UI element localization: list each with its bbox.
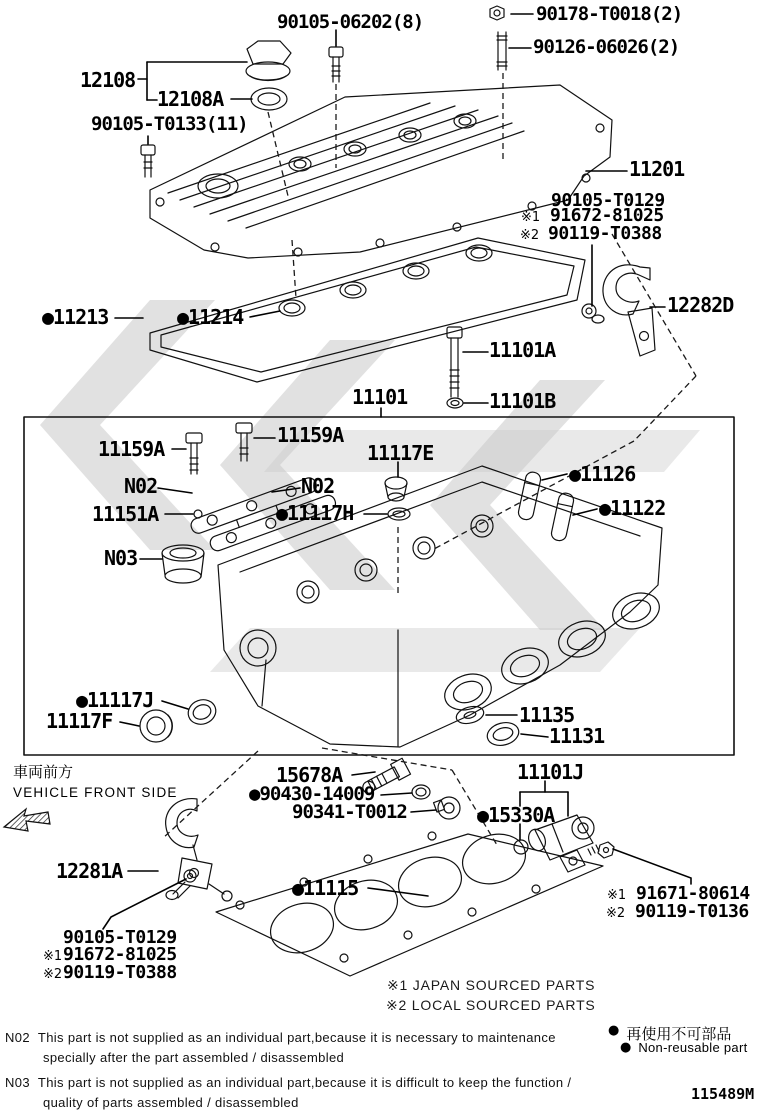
bullet-icon: ● <box>608 1023 620 1038</box>
note-n03-line1: N03 This part is not supplied as an individual part,because it is difficult to keep the function / <box>5 1075 572 1090</box>
callout-15678a: 15678A <box>276 763 343 787</box>
callout-n02-right: N02 <box>301 474 335 498</box>
callout-90178-t0018: 90178-T0018(2) <box>536 3 683 25</box>
stack-right-row3: 90119-T0388 <box>548 223 662 244</box>
callout-11214: ●11214 <box>177 305 244 329</box>
bolt-90105-t0133-drawing <box>141 145 155 177</box>
callout-11122: ●11122 <box>599 496 666 520</box>
callout-11135: 11135 <box>519 703 575 727</box>
stud-90126-drawing <box>497 32 507 70</box>
callout-11117f: 11117F <box>46 709 113 733</box>
stack-ocv-row1: 91671-80614 <box>636 883 750 904</box>
stack-right-prefix2: ※1 <box>521 210 541 225</box>
note-n02-line1: N02 This part is not supplied as an individual part,because it is necessary to maintenance <box>5 1030 556 1045</box>
stack-ocv-prefix2: ※2 <box>606 906 626 921</box>
stack-bottom-row3: 90119-T0388 <box>63 962 177 983</box>
callout-11117e: 11117E <box>367 441 434 465</box>
bolt-11159a-left-drawing <box>186 433 202 474</box>
callout-11101a: 11101A <box>489 338 556 362</box>
callout-11101j: 11101J <box>517 760 584 784</box>
callout-11159a-left: 11159A <box>98 437 165 461</box>
stack-bottom-row2: 91672-81025 <box>63 944 177 965</box>
oil-filler-cap-drawing <box>246 41 291 110</box>
note-n03-line2: quality of parts assembled / disassembled <box>43 1095 299 1110</box>
figure-code: 115489M <box>691 1085 755 1103</box>
vehicle-front-label-en: VEHICLE FRONT SIDE <box>13 785 178 800</box>
bracket-12281a-drawing <box>166 799 232 901</box>
callout-11101b: 11101B <box>489 389 556 413</box>
legend-local-sourced: ※2 LOCAL SOURCED PARTS <box>386 997 596 1013</box>
seal-11131-drawing <box>485 719 522 749</box>
callout-11101: 11101 <box>352 385 408 409</box>
callout-11117h: ●11117H <box>276 501 354 525</box>
callout-12281a: 12281A <box>56 859 123 883</box>
valve-guide-11122-drawing <box>550 492 575 542</box>
callout-n02-left: N02 <box>124 474 158 498</box>
note-n02-line2: specially after the part assembled / disassembled <box>43 1050 345 1065</box>
seal-11117j-drawing <box>185 696 220 728</box>
stack-bottom-prefix3: ※2 <box>43 967 63 982</box>
stack-ocv-row2: 90119-T0136 <box>635 901 749 922</box>
note-n02-id: N02 <box>5 1030 30 1045</box>
valve-lifter-drawing <box>162 545 204 583</box>
callout-11117j: ●11117J <box>76 688 154 712</box>
callout-11201: 11201 <box>629 157 685 181</box>
callout-11115: ●11115 <box>292 876 359 900</box>
callout-12108: 12108 <box>80 68 136 92</box>
callout-12108a: 12108A <box>157 87 224 111</box>
callout-11159a-right: 11159A <box>277 423 344 447</box>
note-n03-id: N03 <box>5 1075 30 1090</box>
gasket-90430-drawing <box>412 785 430 799</box>
nonreusable-legend-en: ● Non-reusable part <box>620 1040 748 1055</box>
part-11151a-drawing <box>194 510 202 518</box>
cap-11117f-drawing <box>140 710 172 742</box>
head-bolt-11101a-drawing <box>447 327 463 408</box>
stack-bottom-row1: 90105-T0129 <box>63 927 177 948</box>
callout-15330a: ●15330A <box>477 803 555 827</box>
legend-japan-sourced: ※1 JAPAN SOURCED PARTS <box>387 977 596 993</box>
callout-11213: ●11213 <box>42 305 109 329</box>
plug-11117e-drawing <box>385 477 407 501</box>
nut-90178-drawing <box>490 6 504 20</box>
bullet-icon: ● <box>620 1040 632 1055</box>
callout-90126-06026: 90126-06026(2) <box>533 36 680 58</box>
callout-11151a: 11151A <box>92 502 159 526</box>
stack-bottom-prefix2: ※1 <box>43 949 63 964</box>
callout-11126: ●11126 <box>569 462 636 486</box>
stack-ocv-prefix1: ※1 <box>607 888 627 903</box>
vehicle-front-arrow-icon <box>4 809 50 831</box>
callout-90105-t0133: 90105-T0133(11) <box>91 113 248 135</box>
bracket-12282d-drawing <box>603 265 655 356</box>
vehicle-front-label-jp: 車両前方 <box>13 763 74 781</box>
stack-right-row1: 90105-T0129 <box>551 190 665 211</box>
callout-11131: 11131 <box>549 724 605 748</box>
stack-right-row2: 91672-81025 <box>550 205 664 226</box>
callout-n03: N03 <box>104 546 138 570</box>
stack-right-prefix3: ※2 <box>520 228 540 243</box>
bolt-seal-90105-t0129-drawing <box>582 304 604 323</box>
callout-90105-06202: 90105-06202(8) <box>277 11 424 33</box>
callout-12282d: 12282D <box>667 293 734 317</box>
callout-90430-14009: ●90430-14009 <box>249 783 375 805</box>
plug-90341-drawing <box>434 797 460 819</box>
bolt-90105-06202-drawing <box>329 47 343 82</box>
bolt-bottom-stack-drawing <box>166 870 196 900</box>
callout-90341-t0012: 90341-T0012 <box>292 801 407 823</box>
nonreusable-legend-jp: ● 再使用不可部品 <box>608 1023 732 1043</box>
